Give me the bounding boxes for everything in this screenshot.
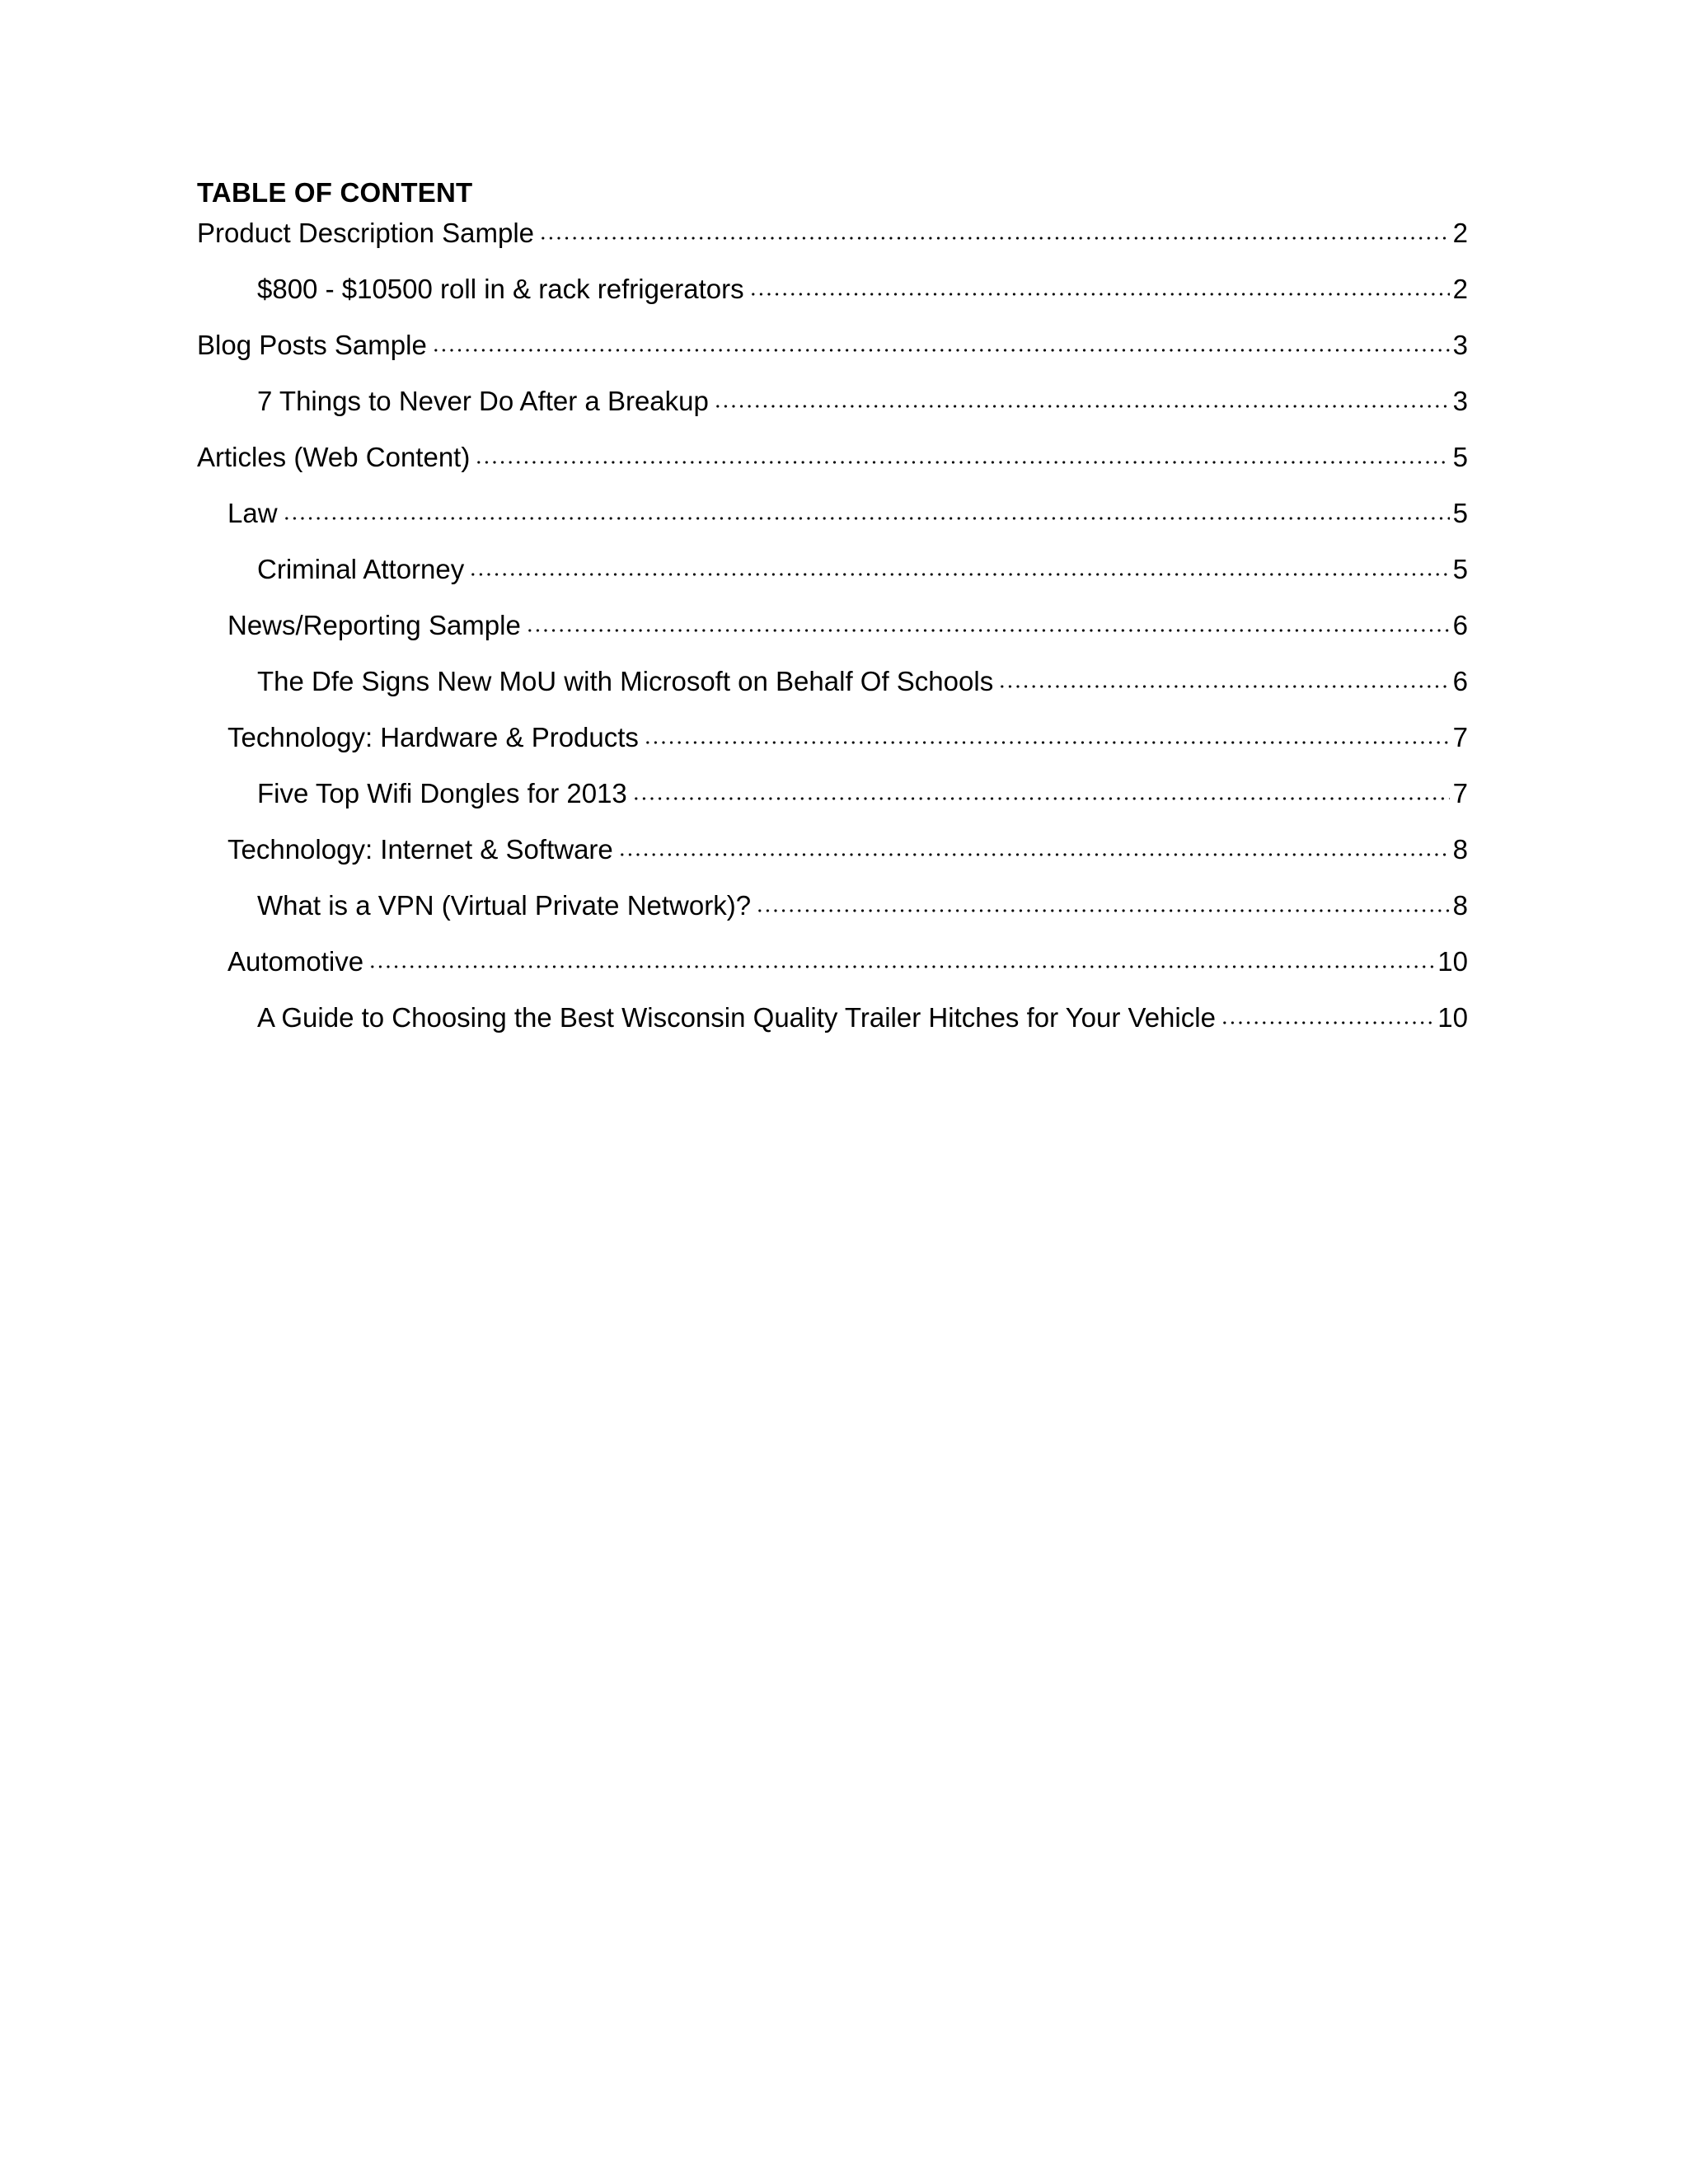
- toc-entry-page: 2: [1452, 218, 1468, 248]
- toc-entry-page: 6: [1452, 610, 1468, 640]
- toc-entry-title: Articles (Web Content): [197, 442, 471, 472]
- toc-entry[interactable]: [197, 661, 1468, 717]
- toc-entry-page: 8: [1452, 890, 1468, 921]
- dot-leader: [998, 664, 1449, 689]
- toc-entry[interactable]: [197, 213, 1468, 252]
- toc-entry-page: 8: [1452, 834, 1468, 865]
- dot-leader: [618, 832, 1450, 857]
- toc-entry[interactable]: [197, 549, 1468, 605]
- dot-leader: [1221, 1001, 1434, 1025]
- dot-leader: [526, 608, 1450, 633]
- toc-entry[interactable]: [197, 381, 1468, 437]
- toc-entry-page: 2: [1452, 274, 1468, 304]
- dot-leader: [283, 496, 1450, 521]
- toc-entry-title: Criminal Attorney: [257, 554, 465, 584]
- toc-entry-page: 7: [1452, 722, 1468, 752]
- toc-entry[interactable]: [197, 325, 1468, 381]
- toc-entry-title: Automotive: [227, 946, 364, 977]
- toc-entry-title: Product Description Sample: [197, 218, 535, 248]
- toc-entry[interactable]: [197, 269, 1468, 325]
- toc-title: TABLE OF CONTENT: [197, 177, 473, 208]
- toc-entry-page: 10: [1437, 1002, 1468, 1033]
- toc-entry[interactable]: [197, 773, 1468, 829]
- toc-entry[interactable]: [197, 717, 1468, 773]
- dot-leader: [539, 216, 1450, 241]
- toc-entry-title: Law: [227, 498, 278, 528]
- dot-leader: [475, 440, 1449, 465]
- toc-entry-page: 3: [1452, 386, 1468, 416]
- toc-entry-title: Technology: Hardware & Products: [227, 722, 639, 752]
- toc-entry-title: The Dfe Signs New MoU with Microsoft on Behalf Of Schools: [257, 666, 994, 696]
- dot-leader: [469, 552, 1449, 577]
- dot-leader: [432, 328, 1450, 353]
- dot-leader: [632, 776, 1450, 801]
- table-of-contents: [197, 173, 1468, 1053]
- toc-entry-page: 5: [1452, 554, 1468, 584]
- toc-entry-page: 5: [1452, 498, 1468, 528]
- toc-entry[interactable]: [197, 605, 1468, 661]
- toc-entry-title: Blog Posts Sample: [197, 330, 427, 360]
- toc-entry[interactable]: [197, 829, 1468, 885]
- toc-entry-page: 6: [1452, 666, 1468, 696]
- dot-leader: [368, 944, 1434, 969]
- toc-entry-title: What is a VPN (Virtual Private Network)?: [257, 890, 752, 921]
- dot-leader: [749, 272, 1450, 297]
- toc-entry-title: 7 Things to Never Do After a Breakup: [257, 386, 709, 416]
- toc-entry-page: 7: [1452, 778, 1468, 808]
- toc-entry-title: $800 - $10500 roll in & rack refrigerators: [257, 274, 744, 304]
- dot-leader: [756, 888, 1450, 913]
- toc-entry-title: Five Top Wifi Dongles for 2013: [257, 778, 627, 808]
- toc-entry[interactable]: [197, 885, 1468, 941]
- toc-entry[interactable]: [197, 997, 1468, 1053]
- toc-entry-page: 10: [1437, 946, 1468, 977]
- toc-entry-title: News/Reporting Sample: [227, 610, 521, 640]
- toc-entry-title: A Guide to Choosing the Best Wisconsin Quality Trailer Hitches for Your Vehicle: [257, 1002, 1216, 1033]
- dot-leader: [644, 720, 1450, 745]
- dot-leader: [714, 384, 1450, 409]
- toc-list: [197, 213, 1468, 1053]
- toc-entry[interactable]: [197, 493, 1468, 549]
- toc-entry-page: 3: [1452, 330, 1468, 360]
- toc-entry[interactable]: [197, 941, 1468, 997]
- toc-entry[interactable]: [197, 437, 1468, 493]
- toc-entry-page: 5: [1452, 442, 1468, 472]
- toc-entry-title: Technology: Internet & Software: [227, 834, 613, 865]
